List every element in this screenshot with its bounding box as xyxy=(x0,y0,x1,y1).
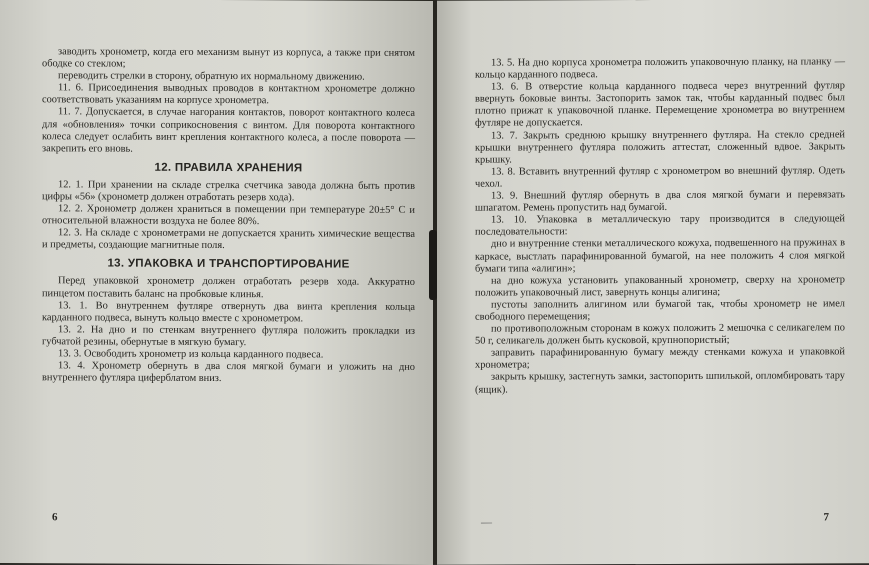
section-heading-storage: 12. ПРАВИЛА ХРАНЕНИЯ xyxy=(154,161,303,175)
paragraph: 13. 6. В отверстие кольца карданного подвеса через внутренний футляр ввернуть боковые винты. Застопорить замок так, чтобы карданный подвес был плотно прижат к упаковочной планке. Перемещение хронометра во внутреннем футляре не допускается. xyxy=(475,80,845,130)
paragraph: заправить парафинированную бумагу между стенками кожуха и упаковкой хронометра; xyxy=(475,346,845,371)
paragraph: 12. 2. Хронометр должен храниться в помещении при температуре 20±5° С и относительной влажности воздуха не более 80%. xyxy=(42,203,415,228)
right-page xyxy=(437,0,869,565)
paragraph: пустоты заполнить алигином или бумагой так, чтобы хронометр не имел свободного перемещения; xyxy=(475,298,845,323)
paragraph: 12. 3. На складе с хронометрами не допускается хранить химические вещества и предметы, создающие магнитные поля. xyxy=(42,227,415,252)
paragraph: 13. 3. Освободить хронометр из кольца карданного подвеса. xyxy=(58,348,324,361)
paragraph: 13. 2. На дно и по стенкам внутреннего футляра положить прокладки из губчатой резины, обернутые в мягкую бумагу. xyxy=(42,324,415,349)
paragraph: 11. 6. Присоединения выводных проводов в контактном хронометре должно соответствовать указаниям на корпусе хронометра. xyxy=(42,82,415,107)
page-number-right: 7 xyxy=(823,511,829,524)
paragraph: закрыть крышку, застегнуть замки, застопорить шпилькой, опломбировать тару (ящик). xyxy=(475,370,845,396)
paragraph: переводить стрелки в сторону, обратную их нормальному движению. xyxy=(58,70,365,83)
paragraph: дно и внутренние стенки металлического кожуха, подвешенного на пружинах в каркасе, выстлать парафинированной бумагой, на нее положить 4 слоя мягкой бумаги типа «алигин»; xyxy=(475,237,845,275)
left-top-section xyxy=(42,46,415,156)
paragraph: 13. 1. Во внутреннем футляре отвернуть два винта крепления кольца карданного подвеса, вынуть кольцо вместе с хронометром. xyxy=(42,299,415,325)
section-heading-packing: 13. УПАКОВКА И ТРАНСПОРТИРОВАНИЕ xyxy=(107,257,350,271)
binding-gutter xyxy=(429,230,437,300)
paragraph: заводить хронометр, когда его механизм вынут из корпуса, а также при снятом ободке со стеклом; xyxy=(42,46,415,70)
paragraph: Перед упаковкой хронометр должен отработать резерв хода. Аккуратно пинцетом поставить баланс на пробковые клинья. xyxy=(42,275,415,300)
paragraph: 12. 1. При хранении на складе стрелка счетчика завода должна быть против цифры «56» (хронометр должен отработать резерв хода). xyxy=(42,179,415,204)
page-number-left: 6 xyxy=(52,511,58,524)
paragraph: по противоположным сторонам в кожух положить 2 мешочка с селикагелем по 50 г, селикагель должен быть кусковой, крупнопористый; xyxy=(475,322,845,347)
paragraph: 11. 7. Допускается, в случае нагорания контактов, поворот контактного колеса для «обновления» точки соприкосновения с винтом. Для поворота контактного колеса следует ослабить винт крепления контактного колеса, а после поворота — закрепить его вновь. xyxy=(42,106,415,155)
paragraph: 13. 8. Вставить внутренний футляр с хронометром во внешний футляр. Одеть чехол. xyxy=(475,165,845,190)
paragraph: 13. 10. Упаковка в металлическую тару производится в следующей последовательности: xyxy=(475,213,845,238)
paragraph: на дно кожуха установить упакованный хронометр, сверху на хронометр положить упаковочный лист, завернуть концы алигина; xyxy=(475,274,845,299)
left-page xyxy=(0,0,433,565)
footer-dash: — xyxy=(481,516,492,529)
packing-section xyxy=(42,276,415,386)
paragraph: 13. 7. Закрыть среднюю крышку внутреннего футляра. На стекло средней крышки внутреннего футляра положить аттестат, сложенный вдвое. Закрыть крышку. xyxy=(475,128,845,166)
paragraph: 13. 5. На дно корпуса хронометра положить упаковочную планку, на планку — кольцо карданного подвеса. xyxy=(475,56,845,81)
storage-section xyxy=(42,179,415,253)
paragraph: 13. 9. Внешний футляр обернуть в два слоя мягкой бумаги и перевязать шпагатом. Ремень пропустить над бумагой. xyxy=(475,189,845,214)
paragraph: 13. 4. Хронометр обернуть в два слоя мягкой бумаги и уложить на дно внутреннего футляра циферблатом вниз. xyxy=(42,360,415,385)
